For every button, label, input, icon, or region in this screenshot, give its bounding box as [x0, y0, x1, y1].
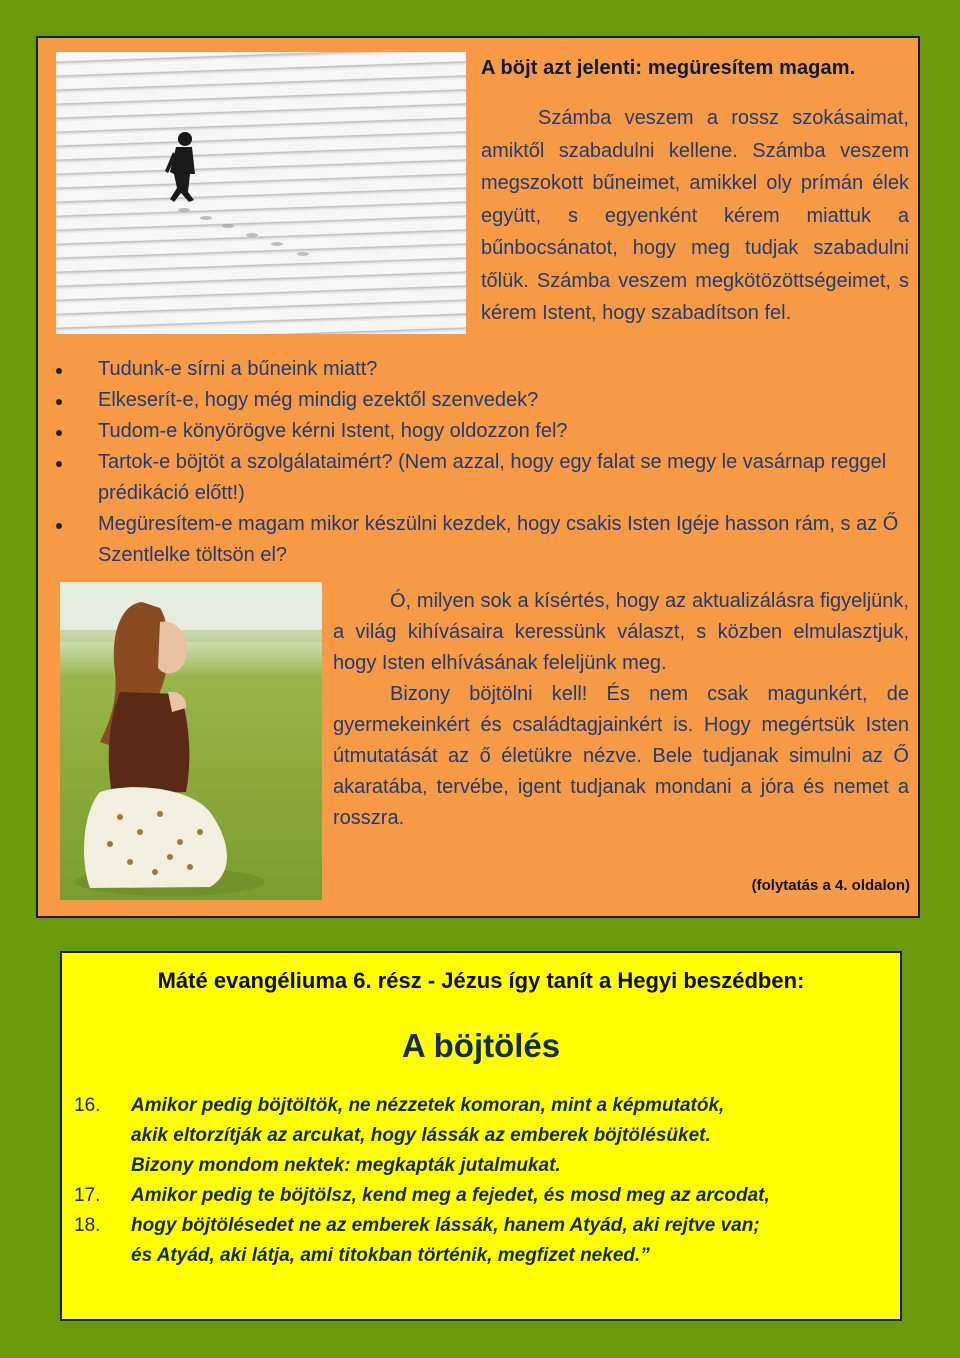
question-item: Tudom-e könyörögve kérni Istent, hogy oldozzon fel?	[50, 416, 912, 447]
fasting-title: A böjt azt jelenti: megüresítem magam.	[481, 57, 856, 79]
top-paragraph	[481, 102, 909, 330]
stairs-figure-illustration	[56, 52, 466, 334]
verse-line: Amikor pedig te böjtölsz, kend meg a fejedet, és mosd meg az arcodat,	[131, 1185, 770, 1206]
continued-note: (folytatás a 4. oldalon)	[751, 877, 910, 894]
question-list	[50, 354, 912, 571]
stairs-photo	[56, 52, 466, 334]
verse-line: és Atyád, aki látja, ami titokban történik, megfizet neked.”	[131, 1245, 650, 1266]
verse-number: 17.	[74, 1185, 101, 1206]
praying-girl-illustration	[60, 582, 322, 900]
question-item: Tudunk-e sírni a bűneink miatt?	[50, 354, 912, 385]
verse-number: 18.	[74, 1215, 101, 1236]
verse-line: akik eltorzítják az arcukat, hogy lássák az emberek böjtölésüket.	[131, 1125, 711, 1146]
verse-line: Bizony mondom nektek: megkapták jutalmukat.	[131, 1155, 561, 1176]
middle-paragraph-1: Ó, milyen sok a kísértés, hogy az aktualizálásra figyeljünk, a világ kihívásaira keressünk választ, s közben elmulasztjuk, hogy Isten elhívásának feleljünk meg.	[333, 590, 909, 674]
praying-girl-photo	[60, 582, 322, 900]
question-item: Elkeserít-e, hogy még mindig ezektől szenvedek?	[50, 385, 912, 416]
scripture-heading: Máté evangéliuma 6. rész - Jézus így tanít a Hegyi beszédben:	[157, 968, 805, 993]
scripture-subheading: A böjtölés	[401, 1027, 561, 1064]
middle-paragraphs	[333, 586, 909, 834]
verse-line: Amikor pedig böjtöltök, ne nézzetek komoran, mint a képmutatók,	[131, 1095, 725, 1116]
middle-paragraph-2: Bizony böjtölni kell! És nem csak magunkért, de gyermekeinkért és családtagjainkért is. Hogy megértsük Isten útmutatását az ő életükre nézve. Bele tudjanak simulni az Ő akaratába, tervébe, igent tudjanak mondani a jóra és nemet a rosszra.	[333, 683, 909, 829]
top-paragraph-text: Számba veszem a rossz szokásaimat, amiktől szabadulni kellene. Számba veszem megszokott bűneimet, amikkel oly prímán élek együtt, s egyenként kérem miattuk a bűnbocsánatot, hogy meg tudjak szabadulni tőlük. Számba veszem megkötözöttségeimet, s kérem Istent, hogy szabadítson fel.	[481, 107, 909, 324]
verse-number: 16.	[74, 1095, 101, 1116]
question-item: Megüresítem-e magam mikor készülni kezdek, hogy csakis Isten Igéje hasson rám, s az Ő Szentlelke töltsön el?	[50, 509, 912, 571]
question-item: Tartok-e böjtöt a szolgálataimért? (Nem azzal, hogy egy falat se megy le vasárnap reggel prédikáció előtt!)	[50, 447, 912, 509]
verse-line: hogy böjtölésedet ne az emberek lássák, hanem Atyád, aki rejtve van;	[131, 1215, 760, 1236]
